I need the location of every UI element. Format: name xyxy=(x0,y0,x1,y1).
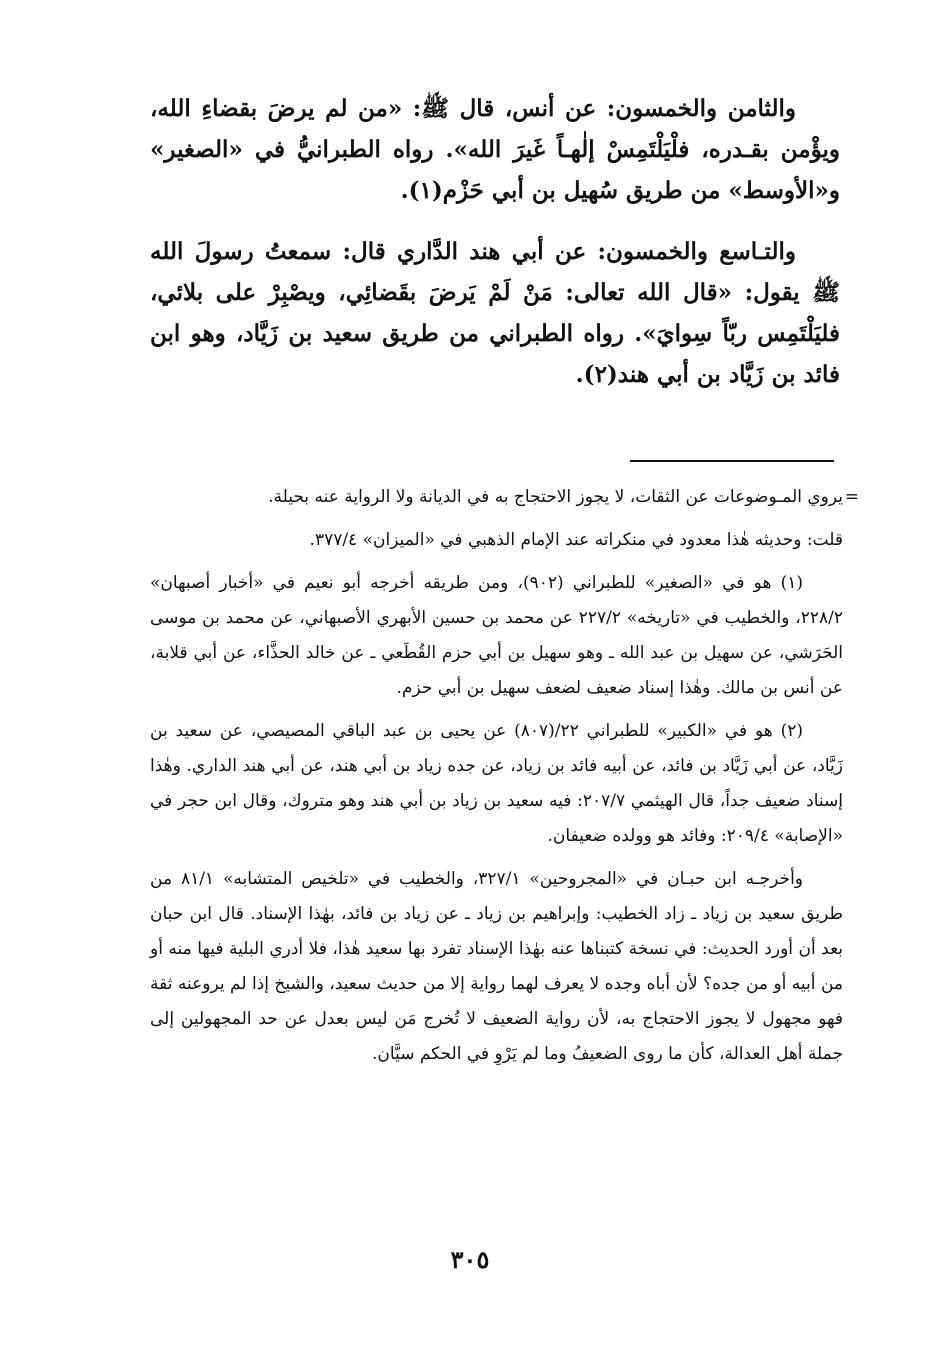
page-number: ٣٠٥ xyxy=(450,1245,490,1274)
footnote-separator xyxy=(630,460,834,462)
footnote-2: (٢) هو في «الكبير» للطبراني ٢٢/(٨٠٧) عن يحيى بن عبد الباقي المصيصي، عن سعيد بن زَيَّاد، عن أبي زَيَّاد بن فائد، عن أبيه فائد بن زياد، عن جده زياد بن أبي هند، عن أبي هند الداري. وهٰذا إسناد ضعيف جداً، قال الهيثمي ٢٠٧/٧: فيه سعيد بن زياد بن أبي هند وهو متروك، وقال ابن حجر في «الإصابة» ٢٠٩/٤: وفائد هو وولده ضعيفان. xyxy=(150,721,843,846)
main-text xyxy=(150,88,840,415)
continuation-text: يروي المـوضوعات عن الثقات، لا يجوز الاحتجاج به في الديانة ولا الرواية عنه بحيلة. xyxy=(268,487,843,507)
continuation-marker: = xyxy=(844,487,859,507)
paragraph-58: والثامن والخمسون: عن أنس، قال ﷺ: «من لم يرضَ بقضاءِ الله، ويؤْمن بقـدره، فلْيَلْتَمِسْ إلٰهـاً غَيرَ الله». رواه الطبرانيُّ في «الصغير» و«الأوسط» من طريق سُهيل بن أبي حَزْم(١). xyxy=(150,95,840,204)
footnote-1: (١) هو في «الصغير» للطبراني (٩٠٢)، ومن طريقه أخرجه أبو نعيم في «أخبار أصبهان» ٢٢٨/٢، والخطيب في «تاريخه» ٢٢٧/٢ عن محمد بن حسين الأبهري الأصبهاني، عن محمد بن موسى الحَرَشي، عن سهيل بن عبد الله ـ وهو سهيل بن أبي حزم القُطَعي ـ عن خالد الحذَّاء، عن أبي قلابة، عن أنس بن مالك. وهٰذا إسناد ضعيف لضعف سهيل بن أبي حزم. xyxy=(150,573,843,698)
paragraph-59: والتـاسع والخمسون: عن أبي هند الدَّاري قال: سمعتُ رسولَ الله ﷺ يقول: «قال الله تعالى: مَنْ لَمْ يَرضَ بقَضائِي، ويصْبِرْ على بلائي، فليَلْتَمِس ربّاً سِوايَ». رواه الطبراني من طريق سعيد بن زَيَّاد، وهو ابن فائد بن زَيَّاد بن أبي هند(٢). xyxy=(150,238,840,388)
continuation-note: قلت: وحديثه هٰذا معدود في منكراته عند الإمام الذهبي في «الميزان» ٣٧٧/٤. xyxy=(309,530,843,550)
footnotes xyxy=(150,480,859,1080)
footnote-2-continued: وأخرجـه ابن حبـان في «المجروحين» ٣٢٧/١، والخطيب في «تلخيص المتشابه» ٨١/١ من طريق سعيد بن زياد ـ زاد الخطيب: وإبراهيم بن زياد ـ عن زياد بن فائد، بهٰذا الإسناد. قال ابن حبان بعد أن أورد الحديث: في نسخة كتبناها عنه بهٰذا الإسناد تفرد بها سعيد هٰذا، فلا أدري البلية فيها منه أو من أبيه أو من جده؟ لأن أباه وجده لا يعرف لهما رواية إلا من حديث سعيد، والشيخ إذا لم يروعنه ثقة فهو مجهول لا يجوز الاحتجاج به، لأن رواية الضعيف لا تُخرج مَن ليس بعدل عن حد المجهولين إلى جملة أهل العدالة، كأن ما روى الضعيفُ وما لم يَرْوِ في الحكم سيَّان. xyxy=(150,869,843,1064)
footnote-continuation xyxy=(150,480,859,515)
